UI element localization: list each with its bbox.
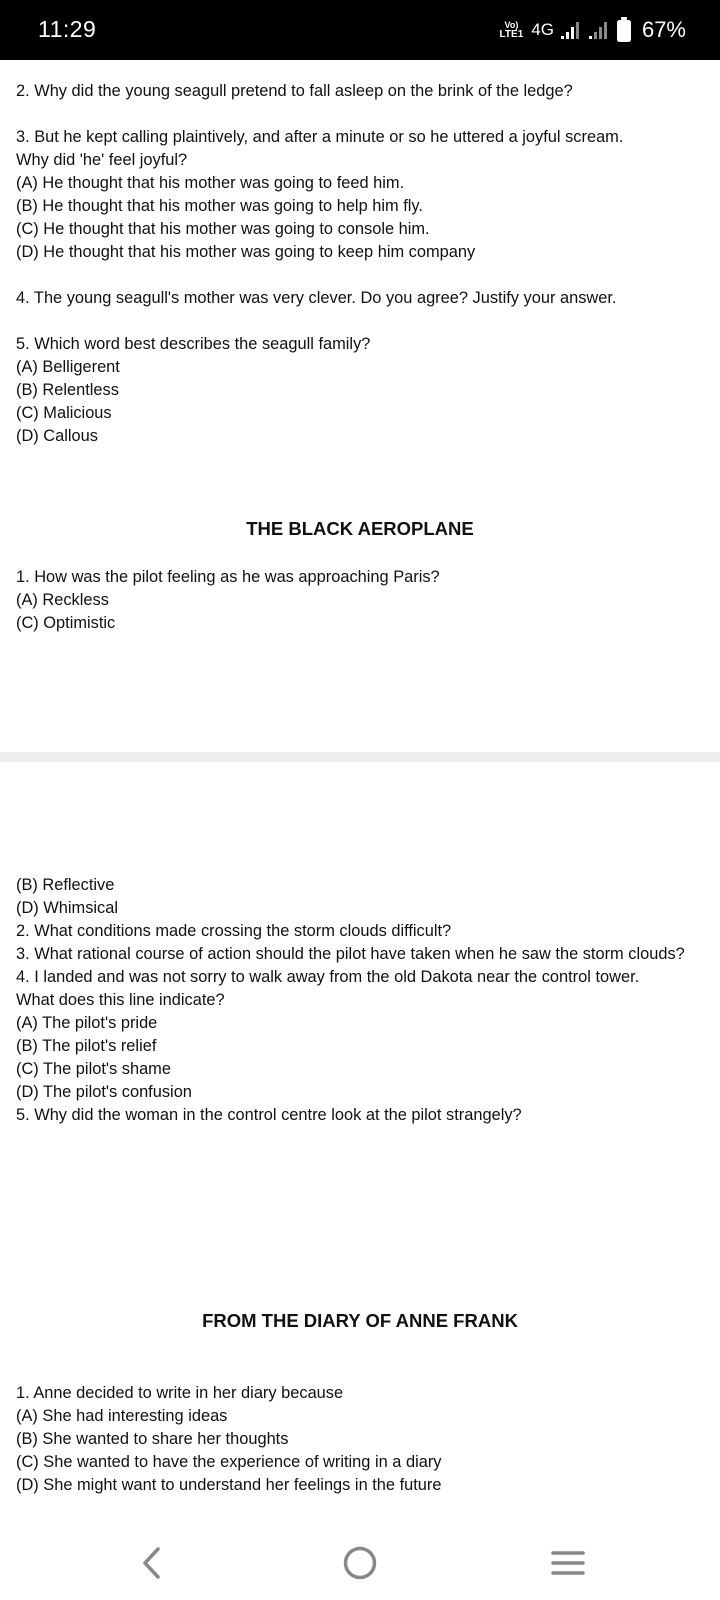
question-text: 4. I landed and was not sorry to walk away from the old Dakota near the control tower. <box>16 968 640 986</box>
navigation-bar <box>0 1528 720 1600</box>
question-text: 5. Why did the woman in the control centre look at the pilot strangely? <box>16 1106 522 1124</box>
option-text: (B) Reflective <box>16 876 115 894</box>
recents-lines-icon <box>550 1548 586 1578</box>
battery-icon <box>616 17 632 43</box>
option-text: (C) The pilot's shame <box>16 1060 171 1078</box>
network-type: 4G <box>531 20 554 39</box>
question-text: 4. The young seagull's mother was very clever. Do you agree? Justify your answer. <box>16 289 617 307</box>
question-text: What does this line indicate? <box>16 991 225 1009</box>
question-block <box>16 1382 720 1497</box>
option-text: (B) The pilot's relief <box>16 1037 157 1055</box>
option-text: (D) He thought that his mother was going to keep him company <box>16 243 476 261</box>
option-text: (A) He thought that his mother was going to feed him. <box>16 174 405 192</box>
option-text: (A) She had interesting ideas <box>16 1407 228 1425</box>
option-text: (B) He thought that his mother was going to help him fly. <box>16 197 423 215</box>
question-text: 2. Why did the young seagull pretend to fall asleep on the brink of the ledge? <box>16 82 573 100</box>
question-text: 5. Which word best describes the seagull family? <box>16 335 371 353</box>
option-text: (B) Relentless <box>16 381 119 399</box>
status-icons <box>500 14 686 46</box>
document-page-2 <box>16 874 720 1127</box>
home-circle-icon <box>342 1545 378 1581</box>
question-text: 3. But he kept calling plaintively, and after a minute or so he uttered a joyful scream. <box>16 128 624 146</box>
option-text: (D) She might want to understand her feelings in the future <box>16 1476 442 1494</box>
home-button[interactable] <box>330 1538 390 1588</box>
status-time: 11:29 <box>38 16 97 42</box>
recents-button[interactable] <box>538 1538 598 1588</box>
option-text: (C) She wanted to have the experience of writing in a diary <box>16 1453 442 1471</box>
option-text: (B) She wanted to share her thoughts <box>16 1430 289 1448</box>
signal-icon-sim2 <box>588 20 610 40</box>
section-heading: FROM THE DIARY OF ANNE FRANK <box>202 1310 518 1331</box>
question-text: 1. Anne decided to write in her diary because <box>16 1384 344 1402</box>
question-text: 1. How was the pilot feeling as he was approaching Paris? <box>16 568 440 586</box>
option-text: (C) Malicious <box>16 404 112 422</box>
question-text: 3. What rational course of action should the pilot have taken when he saw the storm clouds? <box>16 945 685 963</box>
question-text: Why did 'he' feel joyful? <box>16 151 188 169</box>
option-text: (C) He thought that his mother was going to console him. <box>16 220 430 238</box>
back-chevron-icon <box>140 1546 164 1580</box>
question-text: 2. What conditions made crossing the storm clouds difficult? <box>16 922 452 940</box>
status-bar <box>0 0 720 60</box>
page-separator <box>0 752 720 762</box>
option-text: (C) Optimistic <box>16 614 116 632</box>
battery-percent: 67% <box>641 17 686 42</box>
option-text: (A) Belligerent <box>16 358 120 376</box>
option-text: (D) The pilot's confusion <box>16 1083 192 1101</box>
volte-icon: Vo) LTE1 <box>499 19 524 40</box>
document-page-1 <box>16 80 720 448</box>
option-text: (A) Reckless <box>16 591 109 609</box>
option-text: (D) Whimsical <box>16 899 118 917</box>
option-text: (D) Callous <box>16 427 98 445</box>
section-heading: THE BLACK AEROPLANE <box>246 518 474 539</box>
question-block <box>16 566 720 635</box>
option-text: (A) The pilot's pride <box>16 1014 158 1032</box>
back-button[interactable] <box>122 1538 182 1588</box>
signal-icon <box>560 20 582 40</box>
